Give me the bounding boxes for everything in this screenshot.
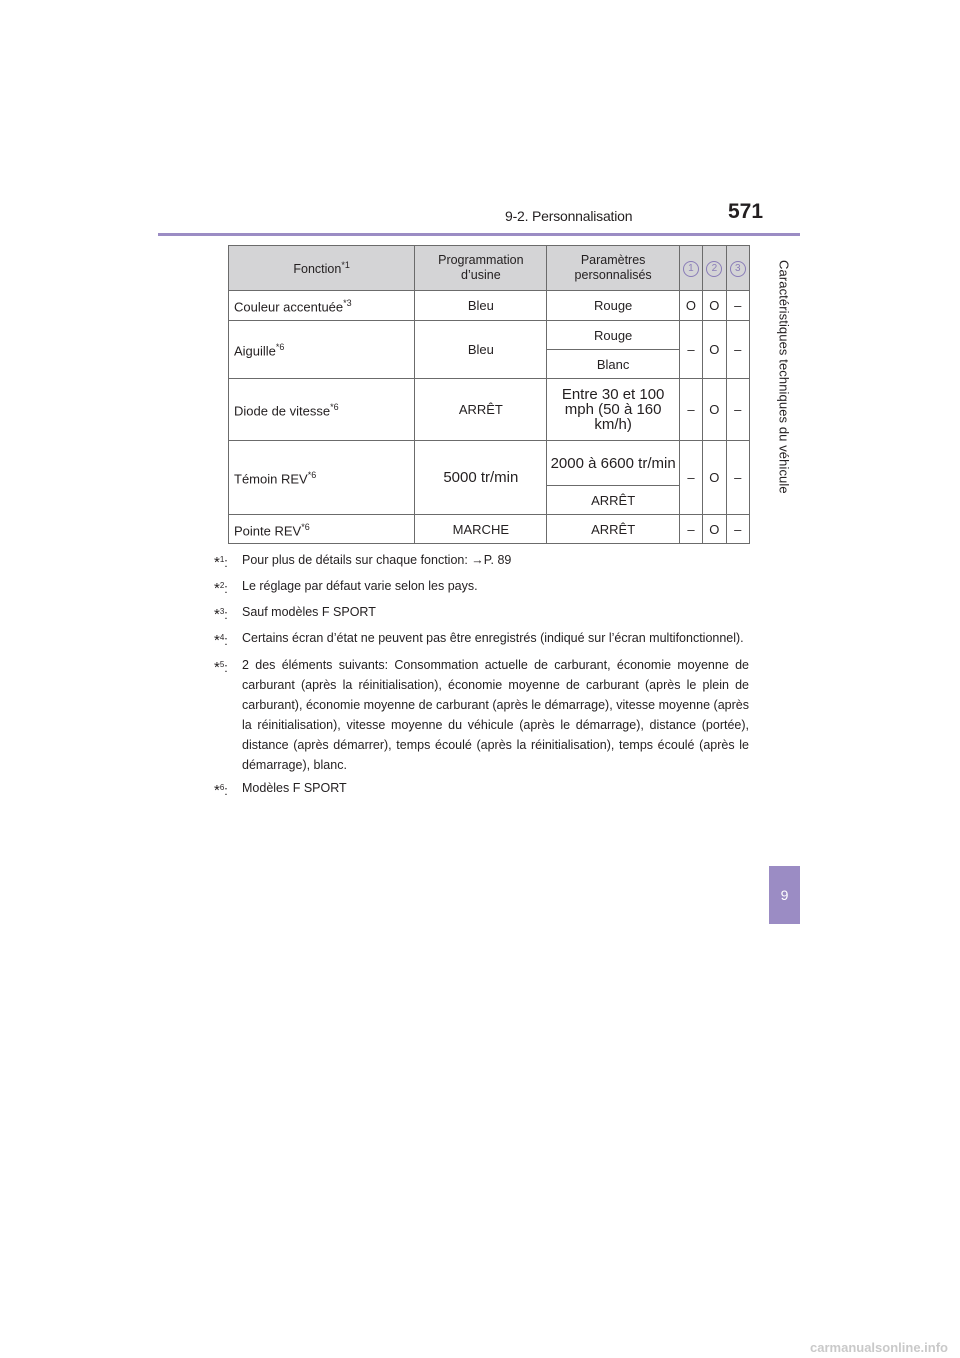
chapter-number: 9 [780, 887, 789, 903]
row-mark-3: – [726, 321, 749, 379]
row-mark-1: – [679, 515, 702, 544]
row-factory: MARCHE [415, 515, 547, 544]
circled-3-icon: 3 [730, 261, 746, 277]
row-custom: Rouge [547, 321, 679, 350]
table-row [229, 515, 750, 544]
row-custom: ARRÊT [547, 486, 679, 515]
row-function: Témoin REV$^{*6}$ [229, 441, 415, 515]
row-mark-1: – [679, 441, 702, 515]
row-factory: ARRÊT [415, 379, 547, 441]
row-mark-2: O [703, 291, 726, 321]
row-function: Couleur accentuée$^{*3}$ [229, 291, 415, 321]
row-mark-2: O [703, 441, 726, 515]
header-col-1 [679, 246, 702, 291]
row-custom: Blanc [547, 350, 679, 379]
row-mark-1: – [679, 379, 702, 441]
footnotes [214, 550, 749, 804]
row-mark-2: O [703, 515, 726, 544]
row-mark-2: O [703, 379, 726, 441]
header-col-3 [726, 246, 749, 291]
chapter-number-tab [769, 866, 800, 924]
row-factory: Bleu [415, 321, 547, 379]
row-mark-1: – [679, 321, 702, 379]
circled-2-icon: 2 [706, 261, 722, 277]
row-custom: Entre 30 et 100 mph (50 à 160 km/h) [547, 379, 679, 441]
row-function: Aiguille$^{*6}$ [229, 321, 415, 379]
footnote: *$^2$: Le réglage par défaut varie selon les pays. [214, 579, 478, 598]
customization-table [228, 245, 750, 544]
footnote: *$^4$: Certains écran d’état ne peuvent pas être enregistrés (indiqué sur l’écran multifonctionnel). [214, 631, 744, 650]
table-row [229, 321, 750, 350]
table-header-row [229, 246, 750, 291]
row-mark-3: – [726, 291, 749, 321]
table-row [229, 379, 750, 441]
table-row [229, 441, 750, 486]
circled-1-icon: 1 [683, 261, 699, 277]
footnote: *$^3$: Sauf modèles F SPORT [214, 605, 376, 624]
row-custom: Rouge [547, 291, 679, 321]
header-col-2 [703, 246, 726, 291]
footnote: *$^6$: Modèles F SPORT [214, 780, 347, 799]
footnote: *$^1$: Pour plus de détails sur chaque fonction: →P. 89 [214, 553, 512, 572]
row-custom: ARRÊT [547, 515, 679, 544]
header-factory: Programmation d’usine [415, 246, 547, 291]
page-number: 571 [728, 200, 764, 223]
watermark: carmanualsonline.info [810, 1340, 948, 1355]
table-row [229, 291, 750, 321]
section-title: 9-2. Personnalisation [505, 208, 633, 224]
chapter-title: Caractéristiques techniques du véhicule [776, 260, 792, 494]
header-function: Fonction$^{*1}$ [229, 246, 415, 291]
row-mark-2: O [703, 321, 726, 379]
row-function: Pointe REV$^{*6}$ [229, 515, 415, 544]
row-mark-1: O [679, 291, 702, 321]
row-factory: 5000 tr/min [415, 441, 547, 515]
row-mark-3: – [726, 515, 749, 544]
row-mark-3: – [726, 441, 749, 515]
row-function: Diode de vitesse$^{*6}$ [229, 379, 415, 441]
footnote: *$^5$: 2 des éléments suivants: Consommation actuelle de carburant, économie moyenne de carburant (après la réinitialisation), économie moyenne de carburant (après le plein de carburant), économie moyenne de carburant (après le démarrage), vitesse moyenne (après la réinitialisation), vitesse moyenne du véhicule (après le démarrage), distance (portée), distance (après démarrer), temps écoulé (après la réinitialisation), temps écoulé (après le démarrage), blanc. [214, 657, 749, 772]
row-custom: 2000 à 6600 tr/min [547, 441, 679, 486]
row-factory: Bleu [415, 291, 547, 321]
row-mark-3: – [726, 379, 749, 441]
header-divider [158, 233, 800, 236]
header-custom: Paramètres personnalisés [547, 246, 679, 291]
